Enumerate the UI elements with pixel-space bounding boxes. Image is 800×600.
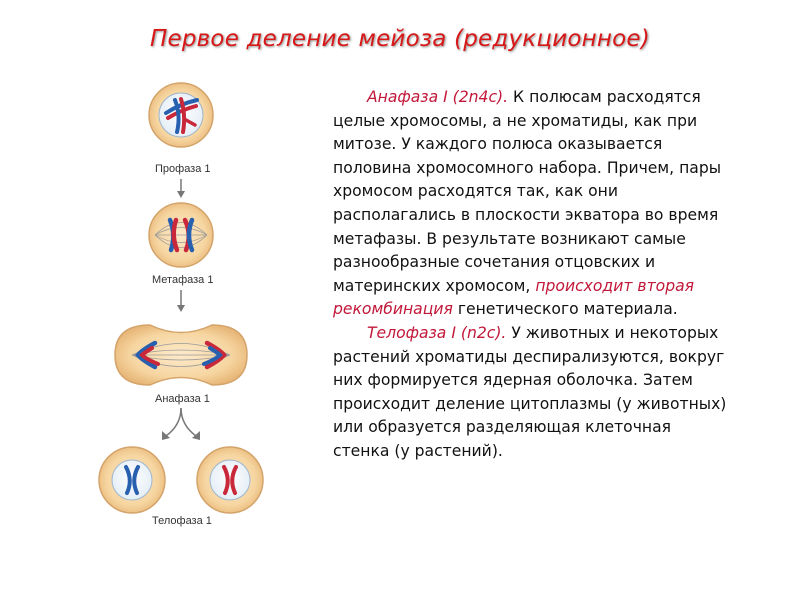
label-anaphase: Анафаза 1 [155, 393, 210, 405]
label-prophase: Профаза 1 [155, 163, 211, 175]
label-metaphase: Метафаза 1 [152, 274, 214, 286]
telophase-text: У животных и некоторых растений хроматиды деспирализуются, вокруг них формируется ядерная оболочка. Затем происходит деление цитоплазмы (у животных) или образуется разделяющая клеточная стенка (у растений). [333, 323, 727, 460]
prophase-cell [149, 83, 213, 147]
paragraph-telophase [333, 322, 728, 464]
telophase-cell-right [197, 447, 263, 513]
anaphase-heading: Анафаза I (2n4c). [367, 88, 509, 106]
anaphase-text-b: генетического материала. [452, 300, 678, 319]
arrow-split [162, 408, 200, 440]
anaphase-cell [115, 325, 247, 385]
anaphase-text-a: К полюсам расходятся целые хромосомы, а не хроматиды, как при митозе. У каждого полюса оказывается половина хромосомного набора. Причем, пары хромосом расходятся так, как они располагались в плоскости экватора во время метафазы. В результате возникают самые разнообразные сочетания отцовских и материнских хромосом, [333, 88, 722, 295]
arrow-down-2 [177, 290, 185, 312]
metaphase-cell [149, 203, 213, 267]
label-telophase: Телофаза 1 [152, 515, 212, 527]
telophase-heading: Телофаза I (n2c). [367, 323, 507, 342]
page-title: Первое деление мейоза (редукционное) [150, 26, 650, 52]
arrow-down-1 [177, 179, 185, 198]
description-text [333, 86, 728, 464]
meiosis-diagram [80, 70, 340, 530]
meiosis-illustration [80, 70, 340, 530]
telophase-cell-left [99, 447, 165, 513]
recombination-emphasis: происходит вторая рекомбинация [333, 276, 695, 319]
paragraph-anaphase [333, 86, 728, 322]
